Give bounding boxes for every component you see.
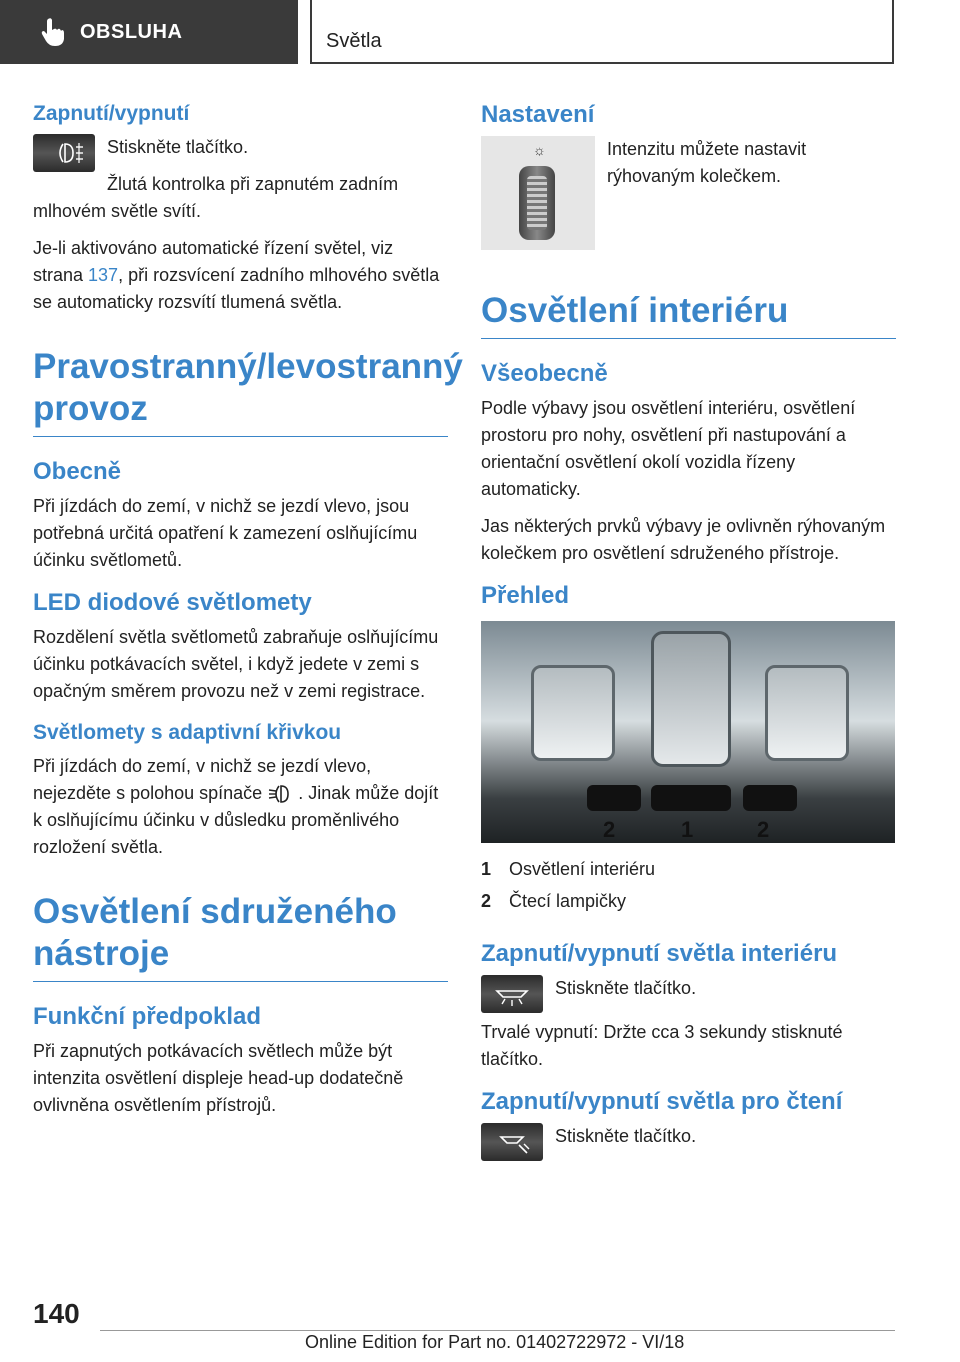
reading-lamp-left (531, 665, 615, 761)
legend-item (481, 885, 896, 917)
page-number: 140 (33, 1298, 80, 1329)
legend-text: Čtecí lampičky (509, 891, 627, 911)
text-adaptive-part1: Při jízdách do zemí, v nichž se jezdí vlevo, nejezděte s polohou spínače (33, 756, 372, 803)
text-adaptive (33, 753, 448, 861)
section-tab[interactable] (0, 0, 298, 64)
photo-label-center: 1 (681, 817, 694, 842)
heading-sdruzeny: Osvětlení sdruženého nástroje (33, 891, 448, 982)
dashboard-light-icon: ☼ (533, 142, 546, 158)
interior-light-button-icon (481, 975, 543, 1013)
text-funkcni: Při zapnutých potkávacích světlech může být intenzita osvětlení displeje head-up dodatečně ovlivněna osvětlením přístrojů. (33, 1041, 404, 1115)
legend-num: 1 (481, 859, 492, 879)
legend-num: 2 (481, 891, 492, 911)
heading-provoz: Pravostranný/levostranný provoz (33, 346, 448, 437)
photo-label-right: 2 (757, 817, 770, 842)
photo-legend (481, 853, 896, 917)
light-switch-icon (267, 783, 293, 805)
right-column (481, 100, 896, 1167)
interior-light-panel-image (481, 621, 895, 843)
thumbwheel-image (481, 136, 595, 250)
footer-divider (100, 1330, 895, 1331)
heading-interier: Osvětlení interiéru (481, 290, 896, 339)
switch-left (587, 785, 641, 811)
legend-text: Osvětlení interiéru (509, 859, 656, 879)
heading-led: LED diodové světlomety (33, 589, 312, 616)
text-stisk-2: Stiskněte tlačítko. (555, 1126, 697, 1146)
text-jeli-part1: Je-li aktivováno automatické řízení světel, viz strana (33, 238, 394, 285)
text-trvale: Trvalé vypnutí: Držte cca 3 sekundy stisknuté tlačítko. (481, 1022, 843, 1069)
interior-lamp-center (651, 631, 731, 767)
text-zluta: Žlutá kontrolka při zapnutém zadním mlhovém světle svítí. (33, 174, 399, 221)
heading-interior-onoff: Zapnutí/vypnutí světla interiéru (481, 940, 838, 967)
heading-prehled: Přehled (481, 582, 570, 609)
heading-vseobecne: Všeobecně (481, 360, 608, 387)
text-nastaveni: Intenzitu můžete nastavit rýhovaným kolečkem. (607, 139, 807, 186)
legend-item (481, 853, 896, 885)
footer-edition: Online Edition for Part no. 01402722972 - VI/18 (305, 1332, 685, 1352)
heading-nastaveni: Nastavení (481, 101, 595, 128)
switch-center (651, 785, 731, 811)
heading-cteni: Zapnutí/vypnutí světla pro čtení (481, 1088, 843, 1115)
heading-zapnuti: Zapnutí/vypnutí (33, 102, 190, 125)
text-adaptive-part2: . Jinak může dojít k oslňujícímu účinku v důsledku proměnlivého rozložení světla. (33, 783, 439, 857)
heading-adaptive: Světlomety s adaptivní křivkou (33, 721, 342, 744)
photo-label-left: 2 (603, 817, 616, 842)
switch-right (743, 785, 797, 811)
text-vseobecne-2: Jas některých prvků výbavy je ovlivněn rýhovaným kolečkem pro osvětlení sdruženého přístroje. (481, 516, 886, 563)
fog-light-button-icon (33, 134, 95, 172)
text-stisk-1: Stiskněte tlačítko. (555, 978, 697, 998)
reading-light-button-icon (481, 1123, 543, 1161)
heading-obecne: Obecně (33, 458, 122, 485)
hand-pointer-icon (40, 17, 66, 47)
page-link-137[interactable]: 137 (88, 265, 119, 285)
text-vseobecne-1: Podle výbavy jsou osvětlení interiéru, osvětlení prostoru pro nohy, osvětlení při nastupování a orientační osvětlení okolí vozidla řízeny automaticky. (481, 398, 856, 499)
reading-lamp-right (765, 665, 849, 761)
text-jeli (33, 235, 448, 316)
text-obecne: Při jízdách do zemí, v nichž se jezdí vlevo, jsou potřebná určitá opatření k zamezení oslňujícímu účinku světlometů. (33, 496, 418, 570)
text-jeli-part2: , při rozsvícení zadního mlhového světla se automaticky rozsvítí tlumená světla. (33, 265, 440, 312)
left-column (33, 100, 463, 1129)
heading-funkcni: Funkční předpoklad (33, 1003, 262, 1030)
chapter-label: Světla (326, 30, 382, 52)
chapter-tab[interactable] (310, 0, 894, 64)
header-bar (0, 0, 960, 66)
text-stisknete: Stiskněte tlačítko. (107, 137, 249, 157)
section-label: OBSLUHA (80, 20, 183, 43)
text-led: Rozdělení světla světlometů zabraňuje oslňujícímu účinku potkávacích světel, i když jedete v zemi s opačným směrem provozu než v zemi registrace. (33, 627, 439, 701)
